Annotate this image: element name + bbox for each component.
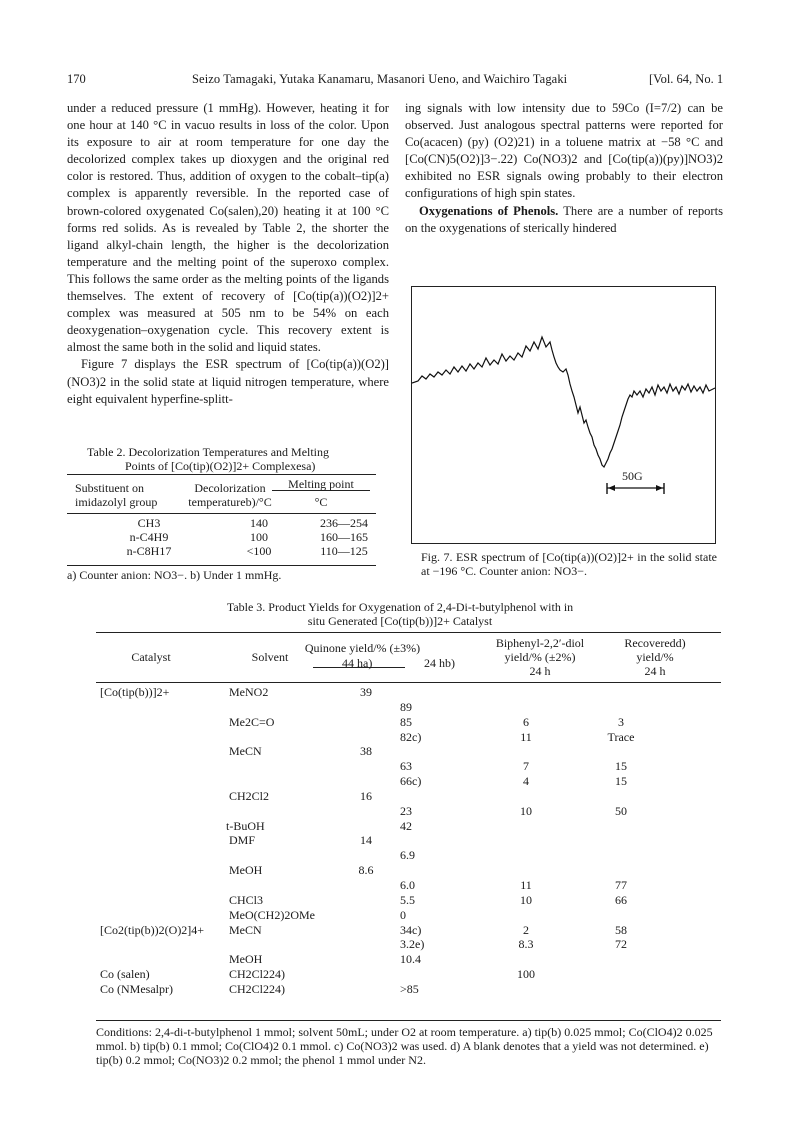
table3-header-biphenyl-2: yield/% (±2%) — [504, 650, 576, 664]
table3-cell-quinone-24h: 3.2e) — [400, 937, 425, 952]
table2-col2-header-a: Decolorization — [194, 481, 266, 495]
table3-row — [96, 730, 721, 745]
table3-header-q24: 24 hb) — [424, 656, 455, 670]
table2-footnote: a) Counter anion: NO3−. b) Under 1 mmHg. — [67, 568, 282, 582]
table3-header-q44: 44 ha) — [342, 656, 373, 670]
table3-cell-biphenyl: 8.3 — [518, 937, 534, 952]
table2-cell-substituent: n-C8H17 — [126, 544, 172, 558]
table3-cell-biphenyl: 2 — [523, 922, 529, 937]
table3-row — [96, 789, 721, 804]
table3-row — [96, 908, 721, 923]
table2-title — [67, 445, 389, 473]
table3-header-catalyst: Catalyst — [131, 650, 171, 664]
table3-header-biphenyl-1: Biphenyl-2,2′-diol — [495, 636, 585, 650]
table3-row — [96, 952, 721, 967]
table2-title-line1: Table 2. Decolorization Temperatures and Melting — [87, 445, 330, 459]
table2-bottom-rule — [67, 565, 376, 566]
table3-cell-recovered: 66 — [615, 892, 627, 907]
right-paragraph-2-text: There are a number of reports on the oxygenations of sterically hindered — [405, 203, 724, 235]
table2-cell-melting-point: 110—125 — [320, 544, 368, 558]
table3-top-rule — [96, 632, 721, 633]
table2-col1-header-a: Substituent on — [75, 481, 145, 495]
table3-header-recovered-3: 24 h — [644, 664, 666, 678]
table3-row — [96, 833, 721, 848]
table3-cell-quinone-24h: 6.0 — [400, 877, 415, 892]
table3-row — [96, 774, 721, 789]
table3-cell-recovered: 72 — [615, 937, 627, 952]
table3-cell-solvent: MeCN — [229, 744, 262, 759]
table3-cell-biphenyl: 11 — [520, 877, 532, 892]
left-paragraph-2: Figure 7 displays the ESR spectrum of [Co(tip(a))(O2)] (NO3)2 in the solid state at liquid nitrogen temperature, where eight equivalent hyperfine-splitt- — [67, 357, 389, 406]
table3-row — [96, 878, 721, 893]
table3-cell-quinone-24h: 5.5 — [400, 892, 415, 907]
table3-cell-quinone-44h: 38 — [360, 744, 372, 759]
table3-cell-quinone-24h: 82c) — [400, 729, 422, 744]
table3-row — [96, 804, 721, 819]
table3-header-solvent: Solvent — [251, 650, 289, 664]
table3-row — [96, 819, 721, 834]
right-paragraph-1: ing signals with low intensity due to 59Co (I=7/2) can be observed. Just analogous spectral patterns were reported for Co(acacen) (py) (O2)21) in a toluene matrix at −58 °C and [Co(CN)5(O2)]3−.22) Co(NO3)2 and [Co(tip(a))(py)]NO3)2 exhibited no ESR signals owing probably to their electron configurations of high spin states. — [405, 101, 723, 201]
table2-row — [67, 544, 376, 558]
table3-cell-recovered: 58 — [615, 922, 627, 937]
table3-cell-solvent: CH2Cl224) — [229, 967, 286, 982]
table3-title-line2: situ Generated [Co(tip(b))]2+ Catalyst — [307, 614, 493, 628]
table2-col2-header-b: temperatureb)/°C — [188, 495, 272, 509]
table3-row — [96, 700, 721, 715]
table3-cell-quinone-44h: 8.6 — [358, 863, 374, 878]
table2-col2-header — [180, 481, 280, 509]
table3-cell-quinone-24h: 34c) — [400, 922, 422, 937]
table2-cell-decolorization: <100 — [246, 544, 272, 558]
table3-cell-quinone-44h: 39 — [360, 685, 372, 699]
table3-bottom-rule — [96, 1020, 721, 1021]
table2-col3-header: Melting point — [288, 477, 354, 491]
table3-cell-catalyst: [Co2(tip(b))2(O)2]4+ — [100, 922, 205, 937]
volume-label: [Vol. 64, No. 1 — [649, 72, 724, 86]
table3-cell-recovered: 3 — [618, 714, 624, 729]
table2-row — [67, 530, 376, 544]
table3-cell-quinone-24h: 23 — [400, 803, 412, 818]
table3-title-line1: Table 3. Product Yields for Oxygenation of 2,4-Di-t-butylphenol with in — [226, 600, 574, 614]
table2-cell-substituent: CH3 — [137, 516, 161, 530]
table3-header-biphenyl — [470, 636, 610, 678]
table3-cell-quinone-24h: >85 — [400, 981, 419, 996]
figure7-frame — [411, 286, 716, 544]
table3-cell-quinone-24h: 66c) — [400, 774, 422, 789]
table3-cell-recovered: 77 — [615, 877, 627, 892]
table2-cell-melting-point: 236—254 — [320, 516, 368, 530]
table3-row — [96, 685, 721, 700]
table3-cell-quinone-24h: 0 — [400, 907, 406, 922]
table3-cell-biphenyl: 4 — [523, 774, 529, 789]
table3-cell-quinone-44h: 16 — [360, 788, 372, 803]
table3-row — [96, 967, 721, 982]
table3-cell-quinone-24h: 42 — [400, 818, 412, 833]
table3-cell-solvent: DMF — [229, 833, 256, 848]
table3-cell-solvent: MeNO2 — [229, 685, 269, 699]
author-line: Seizo Tamagaki, Yutaka Kanamaru, Masanori Ueno, and Waichiro Tagaki — [192, 72, 568, 86]
table3-cell-solvent: MeOH — [229, 863, 263, 878]
right-column — [405, 100, 723, 237]
table3-row — [96, 848, 721, 863]
table3-cell-biphenyl: 11 — [520, 729, 532, 744]
running-header — [0, 72, 793, 90]
table2-title-line2: Points of [Co(tip)(O2)]2+ Complexesa) — [125, 459, 316, 473]
table2-cell-decolorization: 100 — [250, 530, 268, 544]
table3-cell-biphenyl: 10 — [520, 892, 532, 907]
table3-cell-quinone-24h: 89 — [400, 699, 412, 714]
table2-col1-header-b: imidazolyl group — [75, 495, 158, 509]
scale-bar-label: 50G — [622, 469, 643, 483]
table3-cell-recovered: 15 — [615, 759, 627, 774]
table3-cell-quinone-24h: 63 — [400, 759, 412, 774]
table3-header-recovered-1: Recoveredd) — [624, 636, 686, 650]
table3-header-biphenyl-3: 24 h — [529, 664, 551, 678]
table3-cell-catalyst: Co (NMesalpr) — [100, 981, 173, 996]
table3-row — [96, 863, 721, 878]
table2-top-rule — [67, 474, 376, 475]
table3-row — [96, 715, 721, 730]
table2-body — [67, 516, 376, 558]
table3-row — [96, 759, 721, 774]
table3-row — [96, 893, 721, 908]
table3-cell-biphenyl: 10 — [520, 803, 532, 818]
table2-row — [67, 516, 376, 530]
table3-row — [96, 937, 721, 952]
table2-col1-header — [75, 481, 175, 509]
table3-header-recovered — [605, 636, 705, 678]
table3-body — [96, 685, 721, 997]
left-paragraph-1: under a reduced pressure (1 mmHg). However, heating it for one hour at 140 °C in vacuo results in loss of the color. Upon its exposure to air at room temperature for one day the decolorized complex takes up dioxygen and the original red color is restored. Thus, addition of oxygen to the cobalt–tip(a) complex is apparently reversible. In the reported case of brown-colored oxygenated Co(salen),20) heating it at 100 °C forms red solids. As is revealed by Table 2, the shorter the ligand alkyl-chain length, the higher is the decolorization temperature and the melting point of the superoxo complex. This follows the same order as the melting points of the ligands themselves. The extent of recovery of [Co(tip(a))(O2)]2+ complex was measured at 505 nm to be 54% on each deoxygenation–oxygenation cycle. This recovery extent is almost the same both in the solid and liquid states. — [67, 101, 389, 355]
left-column — [67, 100, 389, 408]
table3-cell-solvent: CH2Cl2 — [229, 788, 270, 803]
table3-header-recovered-2: yield/% — [636, 650, 674, 664]
table3-cell-quinone-44h: 14 — [360, 833, 372, 848]
table3-cell-catalyst: Co (salen) — [100, 967, 150, 982]
table3-cell-recovered: 15 — [615, 774, 627, 789]
figure7-caption: Fig. 7. ESR spectrum of [Co(tip(a))(O2)]2+ in the solid state at −196 °C. Counter anion: NO3−. — [421, 550, 717, 578]
section-heading: Oxygenations of Phenols. — [419, 203, 559, 218]
table3-cell-quinone-24h: 6.9 — [400, 848, 415, 863]
table3-cell-quinone-24h: 85 — [400, 714, 412, 729]
table3-cell-biphenyl: 6 — [523, 714, 529, 729]
table3-cell-solvent: MeO(CH2)2OMe — [229, 907, 315, 922]
table3-cell-quinone-24h: 10.4 — [400, 952, 421, 967]
table2-cell-decolorization: 140 — [250, 516, 268, 530]
table2-col3-unit: °C — [314, 495, 328, 509]
table3-cell-solvent: MeCN — [229, 922, 262, 937]
table2-cell-melting-point: 160—165 — [320, 530, 368, 544]
table3-cell-catalyst: [Co(tip(b))]2+ — [100, 685, 170, 699]
table3-title — [160, 600, 640, 628]
table3-cell-biphenyl: 7 — [523, 759, 529, 774]
table3-cell-recovered: 50 — [615, 803, 627, 818]
table3-cell-solvent: t-BuOH — [226, 818, 265, 833]
esr-spectrum-trace — [412, 337, 715, 467]
table3-cell-biphenyl: 100 — [517, 967, 535, 982]
table3-header-rule — [96, 682, 721, 683]
esr-spectrum-plot — [412, 287, 715, 543]
page-number: 170 — [67, 72, 86, 86]
table2-header-rule — [67, 513, 376, 514]
right-paragraph-2 — [405, 203, 723, 237]
table3-cell-solvent: MeOH — [229, 952, 263, 967]
table3-cell-solvent: CH2Cl224) — [229, 981, 286, 996]
table2-cell-substituent: n-C4H9 — [129, 530, 169, 544]
table3-cell-solvent: CHCl3 — [229, 892, 264, 907]
table3-row — [96, 744, 721, 759]
table3-row — [96, 923, 721, 938]
scale-bar — [607, 483, 664, 494]
table3-cell-recovered: Trace — [607, 729, 635, 744]
table3-footnote: Conditions: 2,4-di-t-butylphenol 1 mmol; solvent 50mL; under O2 at room temperature. a) tip(b) 0.025 mmol; Co(ClO4)2 0.025 mmol. b) tip(b) 0.1 mmol; Co(ClO4)2 0.1 mmol. c) Co(NO3)2 was used. d) A blank denotes that a yield was not determined. e) tip(b) 0.2 mmol; Co(NO3)2 0.2 mmol; the phenol 1 mmol under N2. — [96, 1025, 713, 1067]
table3-header-quinone: Quinone yield/% (±3%) — [304, 641, 421, 655]
table3-cell-solvent: Me2C=O — [229, 714, 275, 729]
table3-row — [96, 982, 721, 997]
